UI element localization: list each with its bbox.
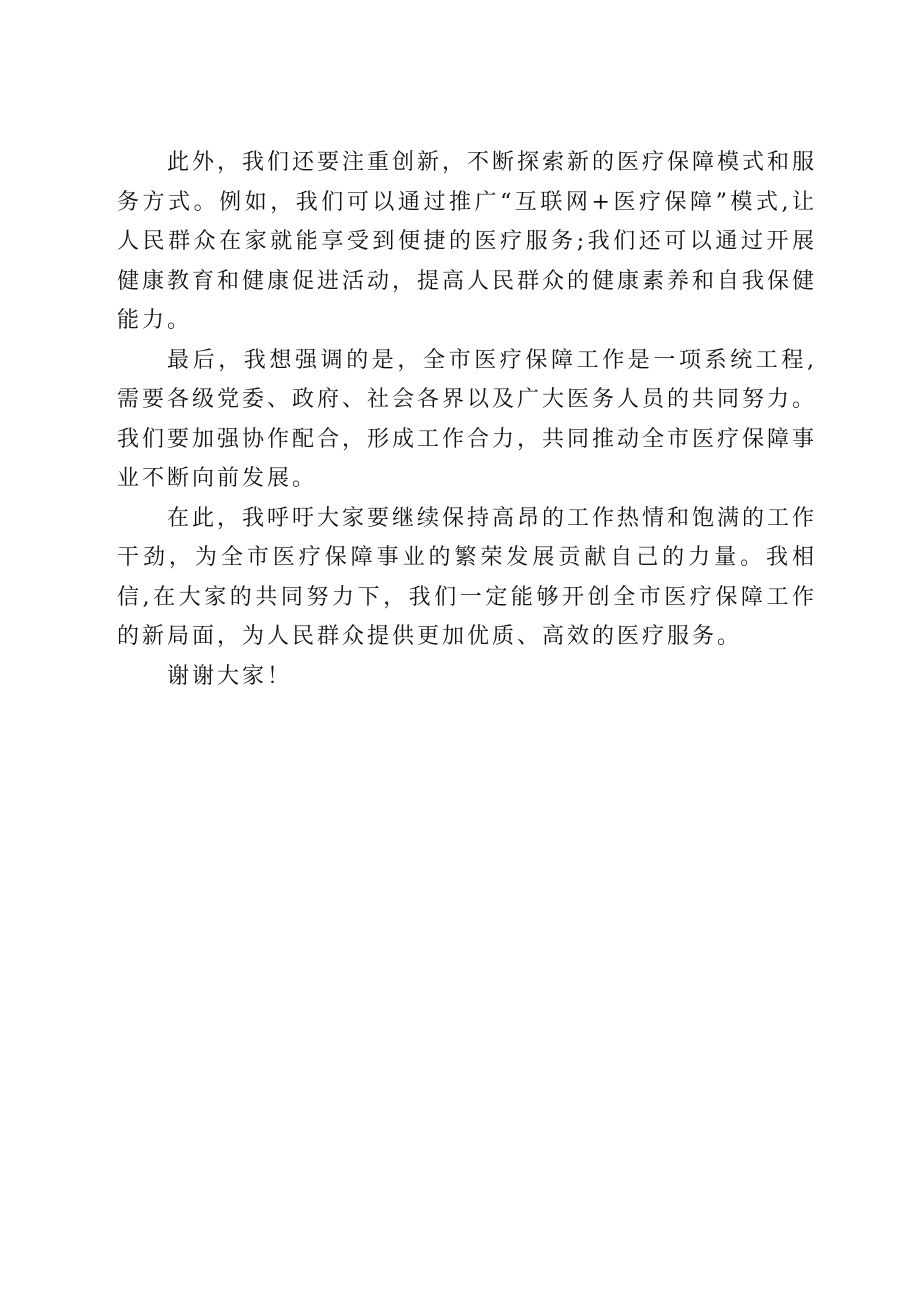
paragraph-conclusion: 最后，我想强调的是，全市医疗保障工作是一项系统工程,需要各级党委、政府、社会各界以及广大医务人员的共同努力。我们要加强协作配合，形成工作合力，共同推动全市医疗保障事业不断向前发展。 <box>117 347 818 491</box>
document-body <box>117 143 817 696</box>
paragraph-innovation: 此外，我们还要注重创新，不断探索新的医疗保障模式和服务方式。例如，我们可以通过推广“互联网+医疗保障”模式,让人民群众在家就能享受到便捷的医疗服务;我们还可以通过开展健康教育和健康促进活动，提高人民群众的健康素养和自我保健能力。 <box>117 150 818 333</box>
paragraph-thanks: 谢谢大家！ <box>167 663 293 689</box>
paragraph-appeal: 在此，我呼吁大家要继续保持高昂的工作热情和饱满的工作干劲，为全市医疗保障事业的繁荣发展贡献自己的力量。我相信,在大家的共同努力下，我们一定能够开创全市医疗保障工作的新局面，为人民群众提供更加优质、高效的医疗服务。 <box>117 505 818 649</box>
